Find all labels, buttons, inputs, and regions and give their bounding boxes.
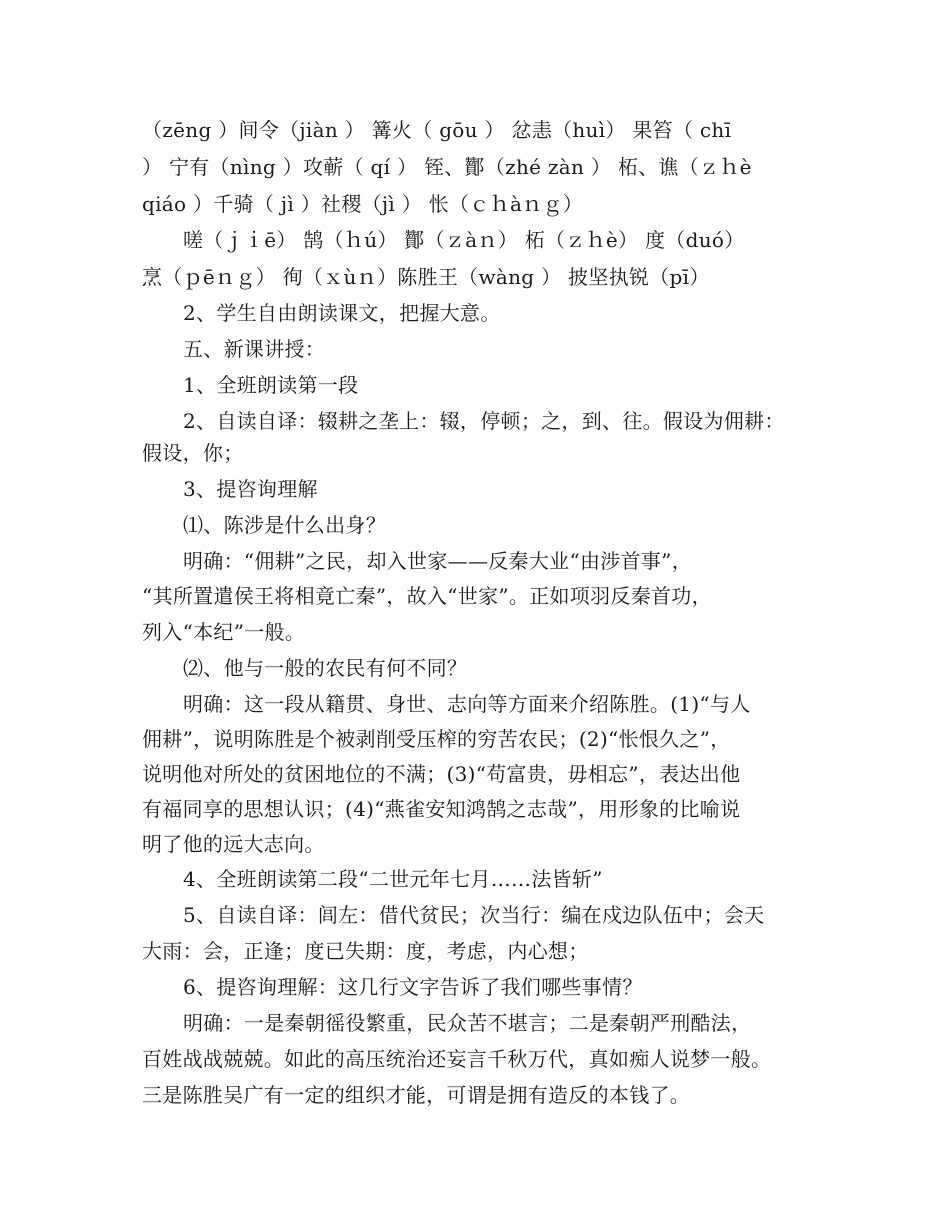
text-line: 嗟（ｊｉē） 鹄（ｈú） 酇（ｚàｎ） 柘（ｚｈè） 度（duó） bbox=[183, 228, 745, 252]
text-line: ⑵、他与一般的农民有何不同？ bbox=[183, 656, 468, 680]
text-line: 3、提咨询理解 bbox=[183, 477, 318, 501]
text-line: （zēng ）间令（jiàn ） 篝火（ gōu ） 忿恚（huì） 果笞（ chī bbox=[142, 118, 732, 142]
text-line: 明确：“佣耕”之民，却入世家——反秦大业“由涉首事”， bbox=[183, 549, 692, 573]
text-line: ） 宁有（nìng ）攻蕲（ qí ） 铚、酇（zhé zàn ） 柘、谯（ｚｈè bbox=[142, 155, 752, 179]
text-line: 1、全班朗读第一段 bbox=[183, 373, 359, 397]
text-line: 6、提咨询理解：这几行文字告诉了我们哪些事情？ bbox=[183, 975, 643, 999]
text-line: “其所置遣侯王将相竟亡秦”，故入“世家”。正如项羽反秦首功， bbox=[142, 584, 712, 608]
text-line: 百姓战战兢兢。如此的高压统治还妄言千秋万代，真如痴人说梦一般。 bbox=[142, 1047, 772, 1071]
text-line: 明确：这一段从籍贯、身世、志向等方面来介绍陈胜。(1)“与人 bbox=[183, 692, 751, 716]
text-line: 烹（ｐēｎｇ） 徇（ｘùｎ）陈胜王（wàng ） 披坚执锐（pī） bbox=[142, 265, 710, 289]
text-line: qiáo ）千骑（ jì ）社稷（jì ） 怅（ｃｈàｎｇ） bbox=[142, 192, 584, 216]
text-line: 5、自读自译：闾左：借代贫民；次当行：编在戍边队伍中；会天 bbox=[183, 903, 765, 927]
text-line: 说明他对所处的贫困地位的不满；(3)“苟富贵，毋相忘”，表达出他 bbox=[142, 762, 741, 786]
text-line: 明确：一是秦朝徭役繁重，民众苦不堪言；二是秦朝严刑酷法， bbox=[183, 1011, 752, 1035]
text-line: 列入“本纪”一般。 bbox=[142, 620, 306, 644]
text-line: 佣耕”，说明陈胜是个被剥削受压榨的穷苦农民；(2)“怅恨久之”， bbox=[142, 727, 731, 751]
text-line: 明了他的远大志向。 bbox=[142, 832, 325, 856]
text-line: 三是陈胜吴广有一定的组织才能，可谓是拥有造反的本钱了。 bbox=[142, 1083, 691, 1107]
text-line: 有福同享的思想认识；(4)“燕雀安知鸿鹄之志哉”，用形象的比喻说 bbox=[142, 797, 741, 821]
text-line: 假设，你； bbox=[142, 441, 244, 465]
text-line: 2、自读自译：辍耕之垄上：辍，停顿；之，到、往。假设为佣耕： bbox=[183, 409, 785, 433]
text-line: 2、学生自由朗读课文，把握大意。 bbox=[183, 301, 501, 325]
section-heading: 五、新课讲授： bbox=[183, 337, 326, 361]
text-line: 大雨：会，正逢；度已失期：度，考虑，内心想； bbox=[142, 939, 589, 963]
text-line: ⑴、陈涉是什么出身？ bbox=[183, 513, 386, 537]
text-line: 4、全班朗读第二段“二世元年七月……法皆斩” bbox=[183, 867, 603, 891]
